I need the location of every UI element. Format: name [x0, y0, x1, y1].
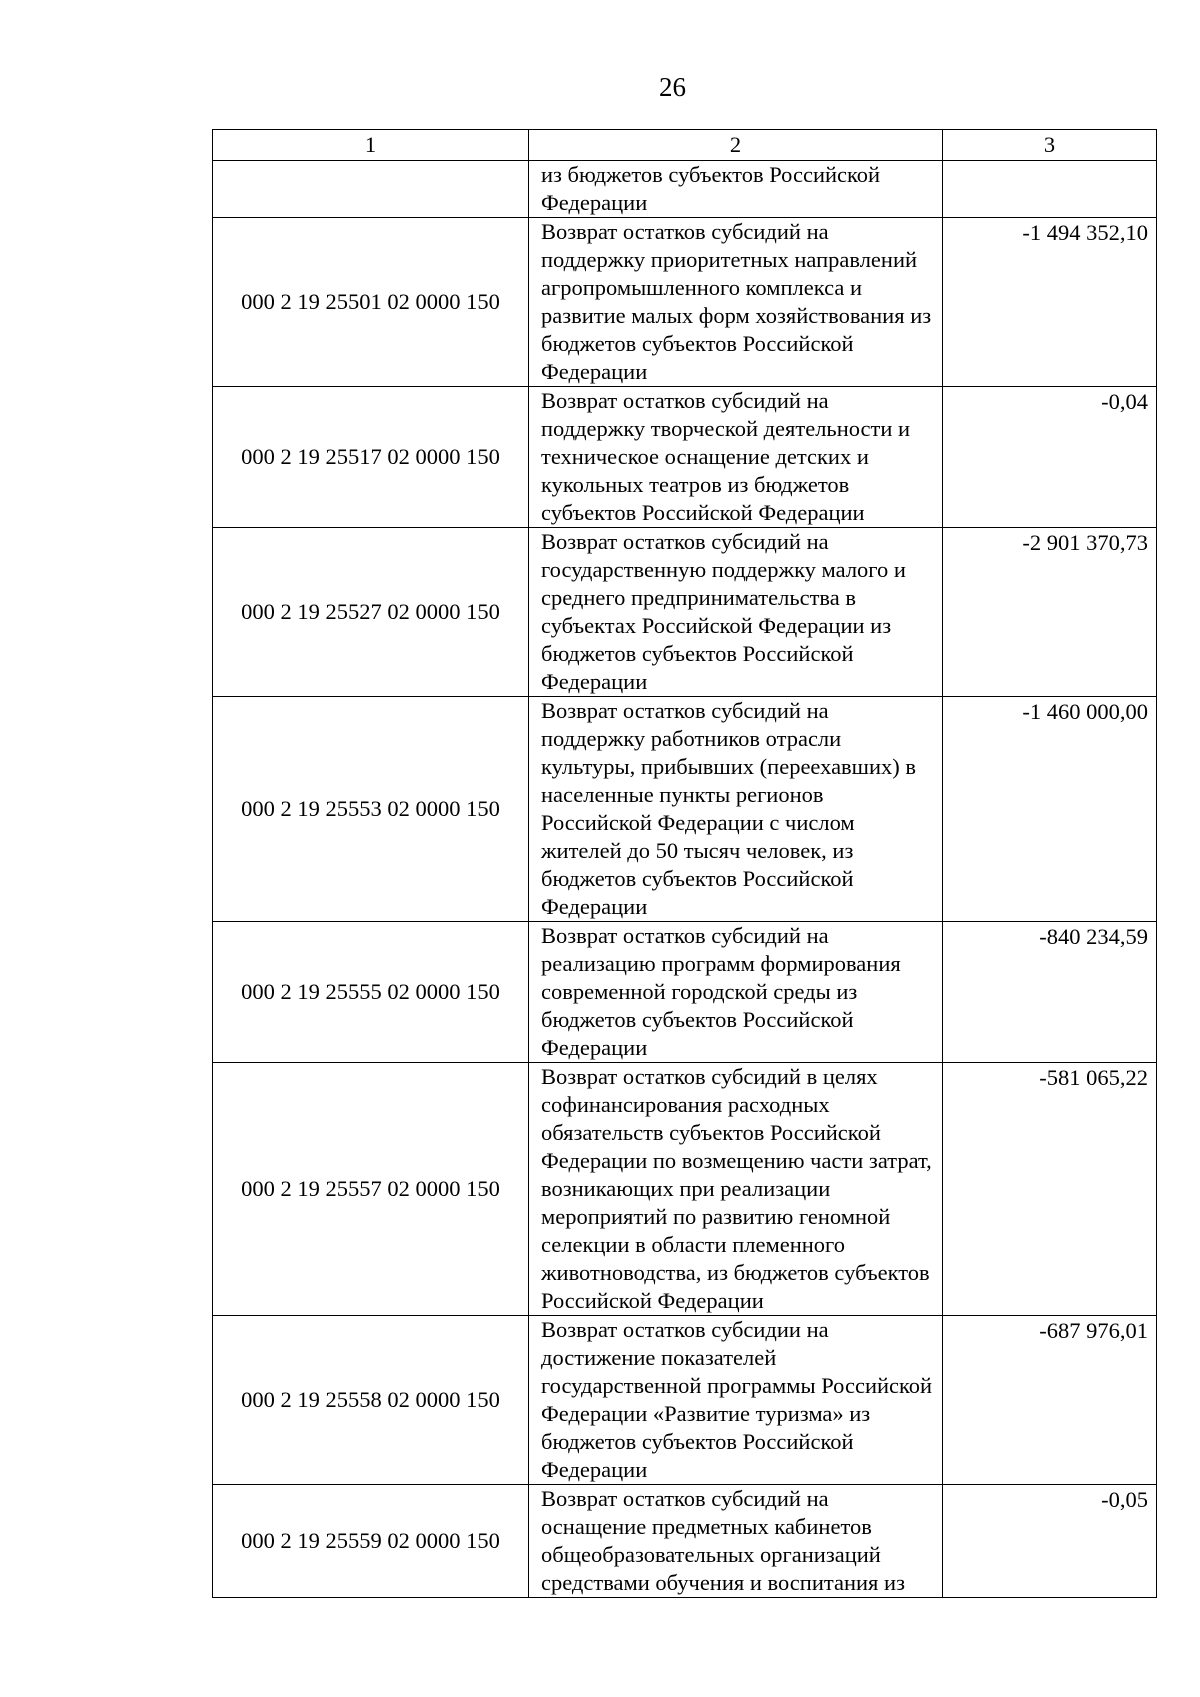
- table-row: [213, 922, 1157, 1063]
- table-row: [213, 697, 1157, 922]
- row-description: Возврат остатков субсидий на поддержку творческой деятельности и техническое оснащение детских и кукольных театров из бюджетов субъектов Российской Федерации: [529, 387, 943, 528]
- row-code: 000 2 19 25558 02 0000 150: [213, 1316, 529, 1485]
- page-number: 26: [659, 72, 686, 102]
- row-code: 000 2 19 25517 02 0000 150: [213, 387, 529, 528]
- row-amount: -0,04: [943, 387, 1157, 528]
- table-row: [213, 528, 1157, 697]
- row-description: Возврат остатков субсидий на поддержку приоритетных направлений агропромышленного комплекса и развитие малых форм хозяйствования из бюджетов субъектов Российской Федерации: [529, 218, 943, 387]
- row-code: [213, 161, 529, 218]
- row-amount: -1 460 000,00: [943, 697, 1157, 922]
- row-amount: -581 065,22: [943, 1063, 1157, 1316]
- row-code: 000 2 19 25559 02 0000 150: [213, 1485, 529, 1598]
- row-code: 000 2 19 25557 02 0000 150: [213, 1063, 529, 1316]
- row-amount: -687 976,01: [943, 1316, 1157, 1485]
- column-header-3: 3: [943, 130, 1157, 161]
- row-code: 000 2 19 25555 02 0000 150: [213, 922, 529, 1063]
- row-amount: -0,05: [943, 1485, 1157, 1598]
- row-description: Возврат остатков субсидий в целях софинансирования расходных обязательств субъектов Российской Федерации по возмещению части затрат, возникающих при реализации мероприятий по развитию геномной селекции в области племенного животноводства, из бюджетов субъектов Российской Федерации: [529, 1063, 943, 1316]
- row-description: Возврат остатков субсидий на оснащение предметных кабинетов общеобразовательных организаций средствами обучения и воспитания из: [529, 1485, 943, 1598]
- row-description: из бюджетов субъектов Российской Федерации: [529, 161, 943, 218]
- row-code: 000 2 19 25527 02 0000 150: [213, 528, 529, 697]
- row-description: Возврат остатков субсидий на поддержку работников отрасли культуры, прибывших (переехавших) в населенные пункты регионов Российской Федерации с числом жителей до 50 тысяч человек, из бюджетов субъектов Российской Федерации: [529, 697, 943, 922]
- table-row: [213, 161, 1157, 218]
- row-description: Возврат остатков субсидий на государственную поддержку малого и среднего предпринимательства в субъектах Российской Федерации из бюджетов субъектов Российской Федерации: [529, 528, 943, 697]
- row-code: 000 2 19 25553 02 0000 150: [213, 697, 529, 922]
- row-code: 000 2 19 25501 02 0000 150: [213, 218, 529, 387]
- row-description: Возврат остатков субсидий на реализацию программ формирования современной городской среды из бюджетов субъектов Российской Федерации: [529, 922, 943, 1063]
- table-row: [213, 1063, 1157, 1316]
- column-header-2: 2: [529, 130, 943, 161]
- row-amount: -840 234,59: [943, 922, 1157, 1063]
- row-amount: [943, 161, 1157, 218]
- table-row: [213, 1485, 1157, 1598]
- table-row: [213, 218, 1157, 387]
- row-description: Возврат остатков субсидии на достижение показателей государственной программы Российской Федерации «Развитие туризма» из бюджетов субъектов Российской Федерации: [529, 1316, 943, 1485]
- row-amount: -2 901 370,73: [943, 528, 1157, 697]
- budget-return-table: [212, 129, 1157, 1598]
- table-row: [213, 387, 1157, 528]
- table-row: [213, 1316, 1157, 1485]
- row-amount: -1 494 352,10: [943, 218, 1157, 387]
- column-header-1: 1: [213, 130, 529, 161]
- table-header-row: [213, 130, 1157, 161]
